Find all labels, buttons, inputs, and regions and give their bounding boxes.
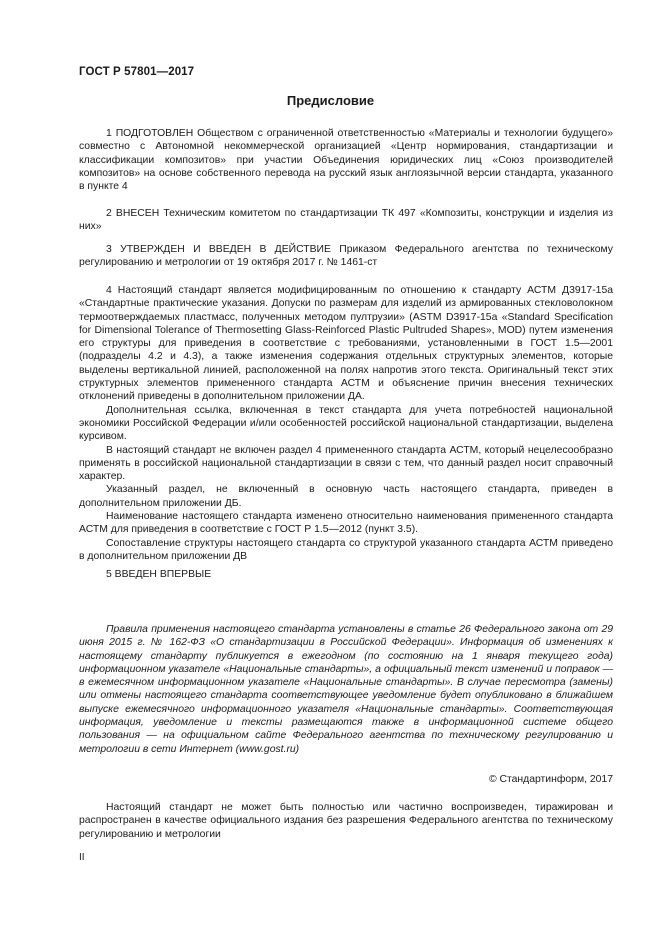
- paragraph-text: Дополнительная ссылка, включенная в текст стандарта для учета потребностей национальной экономики Российской Федерации и/или особенностей российской национальной стандартизации, выделена курсивом.: [79, 404, 613, 443]
- paragraph-5: [79, 568, 613, 581]
- paragraph-text: Наименование настоящего стандарта изменено относительно наименования примененного стандарта АСТМ для приведения в соответствие с ГОСТ Р 1.5—2012 (пункт 3.5).: [79, 511, 613, 536]
- reproduction-notice: [79, 801, 613, 841]
- paragraph-text: В настоящий стандарт не включен раздел 4 примененного стандарта АСТМ, который нецелесообразно применять в российской национальной стандартизации в связи с тем, что данный раздел носит справочный характер.: [79, 444, 613, 483]
- footer-text: Настоящий стандарт не может быть полностью или частично воспроизведен, тиражирован и распространен в качестве официального издания без разрешения Федерального агентства по техническому регулированию и метрологии: [79, 802, 613, 840]
- application-notice: [79, 623, 613, 756]
- paragraph-text: 4 Настоящий стандарт является модифицированным по отношению к стандарту АСТМ Д3917-15а «Стандартные практические указания. Допуски по размерам для изделий из армированных стекловолокном термоотверждаемых пластмасс, полученных методом пултрузии» (ASTM D3917-15a «Standard Specification for Dimensional Tolerance of Thermosetting Glass-Reinforced Plastic Pultruded Shapes», MOD) путем изменения его структуры для приведения в соответствие с требованиями, установленными в ГОСТ 1.5—2001 (подразделы 4.2 и 4.3), а также изменения содержания отдельных структурных элементов, которые выделены вертикальной линией, расположенной на полях напротив этого текста. Оригинальный текст этих структурных элементов примененного стандарта АСТМ и объяснение причин внесения технических отклонений приведены в дополнительном приложении ДА.: [79, 285, 613, 403]
- copyright-line: © Стандартинформ, 2017: [488, 774, 613, 785]
- page-number: II: [79, 852, 85, 863]
- notice-text: Правила применения настоящего стандарта установлены в статье 26 Федерального закона от 29 июня 2015 г. № 162-ФЗ «О стандартизации в Российской Федерации». Информация об изменениях к настоящему стандарту публикуется в ежегодном (по состоянию на 1 января текущего года) информационном указателе «Национальные стандарты», а официальный текст изменений и поправок — в ежемесячном информационном указателе «Национальные стандарты». В случае пересмотра (замены) или отмены настоящего стандарта соответствующее уведомление будет опубликовано в ближайшем выпуске ежемесячного информационного указателя «Национальные стандарты». Соответствующая информация, уведомление и тексты размещаются также в информационной системе общего пользования — на официальном сайте Федерального агентства по техническому регулированию и метрологии в сети Интернет (www.gost.ru): [79, 624, 613, 755]
- page-title: Предисловие: [286, 93, 375, 108]
- paragraph-text: Сопоставление структуры настоящего стандарта со структурой указанного стандарта АСТМ приведено в дополнительном приложении ДВ: [79, 537, 613, 562]
- paragraph-3: [79, 243, 613, 270]
- standard-code: ГОСТ Р 57801—2017: [79, 66, 195, 78]
- paragraph-1: [79, 127, 613, 193]
- paragraph-text: 3 УТВЕРЖДЕН И ВВЕДЕН В ДЕЙСТВИЕ Приказом Федерального агентства по техническому регулированию и метрологии от 19 октября 2017 г. № 1461-ст: [79, 244, 613, 269]
- paragraph-text: 1 ПОДГОТОВЛЕН Обществом с ограниченной ответственностью «Материалы и технологии будущего» совместно с Автономной некоммерческой организацией «Центр нормирования, стандартизации и классификации композитов» при участии Объединения юридических лиц «Союз производителей композитов» на основе собственного перевода на русский язык англоязычной версии стандарта, указанного в пункте 4: [79, 128, 613, 193]
- paragraph-2: [79, 207, 613, 234]
- paragraph-text: Указанный раздел, не включенный в основную часть настоящего стандарта, приведен в дополнительном приложении ДБ.: [79, 484, 613, 509]
- paragraph-4-group: [79, 284, 613, 563]
- paragraph-text: 2 ВНЕСЕН Техническим комитетом по стандартизации ТК 497 «Композиты, конструкции и изделия из них»: [79, 208, 613, 233]
- paragraph-text: 5 ВВЕДЕН ВПЕРВЫЕ: [106, 569, 212, 580]
